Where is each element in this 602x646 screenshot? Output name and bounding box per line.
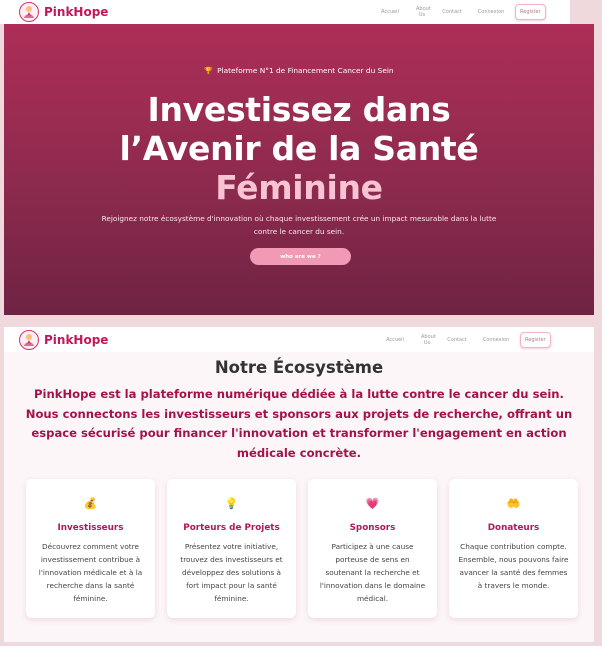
hero-badge: [4, 66, 594, 75]
card-title: Donateurs: [487, 523, 540, 533]
hero-title-line1: Investissez dans: [147, 90, 451, 129]
card-sponsors[interactable]: [308, 479, 437, 618]
brand-name-2: PinkHope: [44, 332, 109, 347]
nav-link-about-2[interactable]: About Us: [421, 333, 436, 346]
nav-link-about[interactable]: About Us: [416, 6, 431, 18]
lightbulb-icon: 💡: [224, 497, 239, 510]
brand-logo-link-2[interactable]: [19, 330, 108, 350]
card-description: Découvrez comment votre investissement contribue à l'innovation médicale et à la recherche dans la santé féminine.: [38, 542, 143, 603]
nav-link-accueil-2[interactable]: Accueil: [386, 336, 404, 343]
register-button-2[interactable]: Register: [520, 332, 551, 348]
nav-links: [380, 0, 546, 24]
nav-link-accueil[interactable]: Accueil: [381, 9, 399, 15]
ecosystem-section: [4, 352, 594, 642]
nav-links-2: [385, 327, 551, 352]
hero-section: [4, 24, 594, 315]
ecosystem-title: Notre Écosystème: [214, 358, 384, 377]
hero-badge-text: Plateforme N°1 de Financement Cancer du Sein: [217, 66, 394, 75]
brand-name: PinkHope: [44, 5, 109, 19]
card-porteurs-de-projets[interactable]: [167, 479, 296, 618]
heart-icon: 💗: [365, 497, 380, 510]
hands-icon: 🤲: [506, 497, 521, 510]
hero-title-accent: Féminine: [215, 168, 383, 207]
pinkhope-logo-icon: [19, 330, 39, 350]
nav-link-contact[interactable]: Contact: [442, 9, 462, 15]
trophy-icon: 🏆: [204, 67, 214, 75]
card-donateurs[interactable]: [449, 479, 578, 618]
money-bag-icon: 💰: [83, 497, 98, 510]
who-are-we-button[interactable]: who are we ?: [250, 248, 351, 265]
card-description: Présentez votre initiative, trouvez des investisseurs et développez des solutions à fort impact pour la santé féminine.: [180, 542, 283, 603]
pinkhope-logo-icon: [19, 2, 39, 22]
top-navbar: [0, 0, 570, 24]
hero-description: Rejoignez notre écosystème d'innovation où chaque investissement crée un impact mesurable dans la lutte contre le cancer du sein.: [101, 214, 497, 236]
card-title: Investisseurs: [57, 523, 124, 533]
card-investisseurs[interactable]: [26, 479, 155, 618]
nav-link-connexion-2[interactable]: Connexion: [482, 336, 510, 343]
card-title: Porteurs de Projets: [183, 523, 280, 533]
brand-logo-link[interactable]: [19, 2, 108, 22]
register-button[interactable]: Register: [515, 4, 546, 20]
nav-link-contact-2[interactable]: Contact: [447, 336, 467, 343]
top-navbar-2: [4, 327, 594, 352]
ecosystem-subtitle: PinkHope est la plateforme numérique dédiée à la lutte contre le cancer du sein. Nous connectons les investisseurs et sponsors aux projets de recherche, offrant un espace sécurisé pour financer l'innovation et transformer l'engagement en action médicale concrète.: [25, 387, 573, 460]
ecosystem-cards: [26, 479, 590, 618]
card-description: Chaque contribution compte. Ensemble, nous pouvons faire avancer la santé des femmes à travers le monde.: [458, 542, 569, 590]
nav-link-connexion[interactable]: Connexion: [477, 9, 505, 15]
hero-title-line2: l’Avenir de la Santé: [119, 129, 479, 168]
card-title: Sponsors: [349, 523, 396, 533]
hero-title: [4, 90, 594, 207]
card-description: Participez à une cause porteuse de sens en soutenant la recherche et l'innovation dans le domaine médical.: [319, 542, 426, 603]
